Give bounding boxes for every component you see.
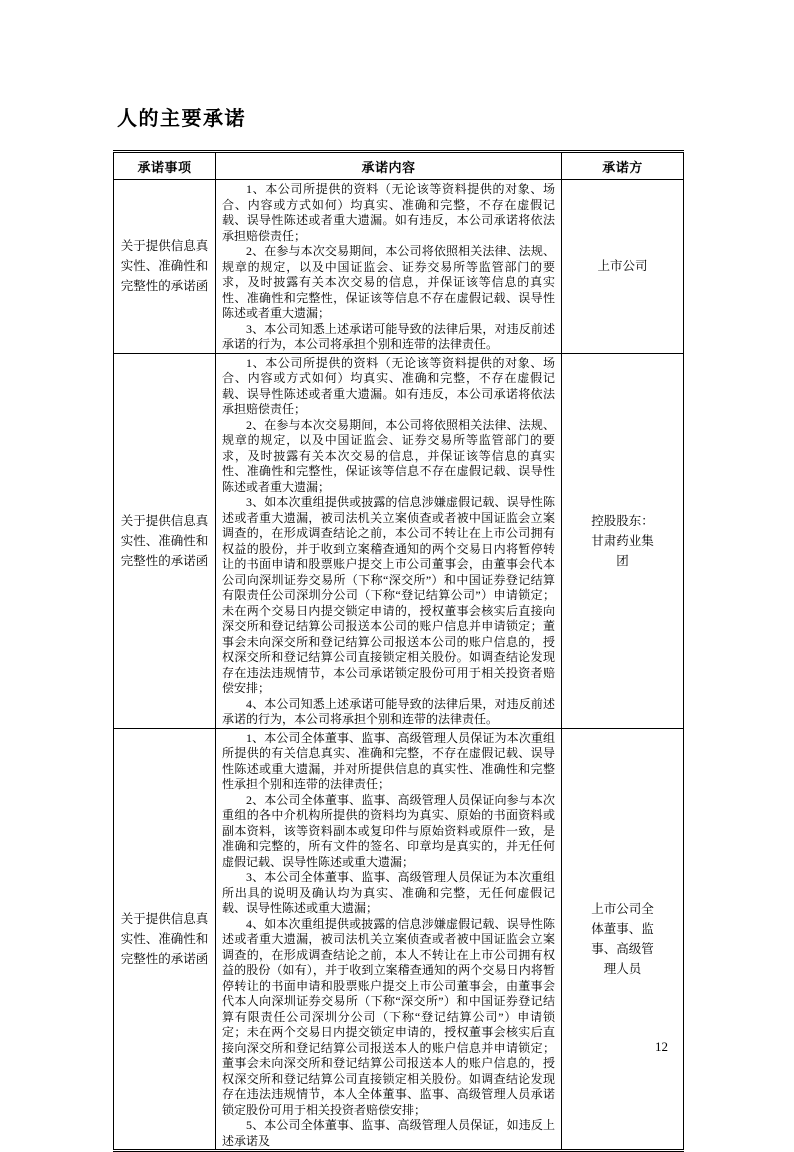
content-paragraph: 1、本公司所提供的资料（无论该等资料提供的对象、场合、内容或方式如何）均真实、准确和完整，不存在虚假记载、误导性陈述或者重大遗漏。如有违反，本公司承诺将依法承担赔偿责任； — [222, 355, 555, 416]
content-paragraph: 5、本公司全体董事、监事、高级管理人员保证，如违反上述承诺及 — [222, 1118, 555, 1148]
content-paragraph: 3、如本次重组提供或披露的信息涉嫌虚假记载、误导性陈述或者重大遗漏，被司法机关立案侦查或者被中国证监会立案调查的，在形成调查结论之前，本公司不转让在上市公司拥有权益的股份，并于收到立案稽查通知的两个交易日内将暂停转让的书面申请和股票账户提交上市公司董事会，由董事会代本公司向深圳证券交易所（下称“深交所”）和中国证券登记结算有限责任公司深圳分公司（下称“登记结算公司”）申请锁定；未在两个交易日内提交锁定申请的，授权董事会核实后直接向深交所和登记结算公司报送本公司的账户信息并申请锁定；董事会未向深交所和登记结算公司报送本公司的账户信息的，授权深交所和登记结算公司直接锁定相关股份。如调查结论发现存在违法违规情节，本公司承诺锁定股份可用于相关投资者赔偿安排； — [222, 495, 555, 695]
header-commitment-content: 承诺内容 — [216, 152, 562, 180]
commitment-party-label: 上市公司全体董事、监事、高级管理人员 — [562, 728, 684, 1151]
commitment-item-label: 关于提供信息真实性、准确性和完整性的承诺函 — [114, 353, 216, 728]
table-row — [114, 180, 684, 354]
commitment-item-label: 关于提供信息真实性、准确性和完整性的承诺函 — [114, 180, 216, 354]
content-paragraph: 3、本公司知悉上述承诺可能导致的法律后果，对违反前述承诺的行为，本公司将承担个别和连带的法律责任。 — [222, 321, 555, 351]
commitment-content-cell — [216, 180, 562, 354]
page-title: 人的主要承诺 — [117, 108, 246, 130]
content-paragraph: 2、在参与本次交易期间，本公司将依照相关法律、法规、规章的规定，以及中国证监会、证券交易所等监管部门的要求，及时披露有关本次交易的信息，并保证该等信息的真实性、准确性和完整性，保证该等信息不存在虚假记载、误导性陈述或者重大遗漏； — [222, 244, 555, 320]
table-header-row — [114, 152, 684, 180]
content-paragraph: 1、本公司所提供的资料（无论该等资料提供的对象、场合、内容或方式如何）均真实、准确和完整，不存在虚假记载、误导性陈述或者重大遗漏。如有违反，本公司承诺将依法承担赔偿责任； — [222, 182, 555, 243]
commitment-item-label: 关于提供信息真实性、准确性和完整性的承诺函 — [114, 728, 216, 1151]
content-paragraph: 2、在参与本次交易期间，本公司将依照相关法律、法规、规章的规定，以及中国证监会、证券交易所等监管部门的要求，及时披露有关本次交易的信息，并保证该等信息的真实性、准确性和完整性，保证该等信息不存在虚假记载、误导性陈述或者重大遗漏； — [222, 417, 555, 494]
commitment-content-cell — [216, 728, 562, 1151]
table-row — [114, 728, 684, 1151]
content-paragraph: 2、本公司全体董事、监事、高级管理人员保证向参与本次重组的各中介机构所提供的资料均为真实、原始的书面资料或副本资料，该等资料副本或复印件与原始资料或原件一致，是准确和完整的，所有文件的签名、印章均是真实的，并无任何虚假记载、误导性陈述或重大遗漏； — [222, 792, 555, 869]
commitment-party-label: 控股股东：甘肃药业集团 — [562, 353, 684, 728]
content-paragraph: 4、本公司知悉上述承诺可能导致的法律后果，对违反前述承诺的行为，本公司将承担个别和连带的法律责任。 — [222, 696, 555, 726]
commitment-content-cell — [216, 353, 562, 728]
content-paragraph: 3、本公司全体董事、监事、高级管理人员保证为本次重组所出具的说明及确认均为真实、准确和完整，无任何虚假记载、误导性陈述或重大遗漏； — [222, 870, 555, 915]
table-row — [114, 353, 684, 728]
commitment-party-label: 上市公司 — [562, 180, 684, 354]
header-commitment-party: 承诺方 — [562, 152, 684, 180]
page-number: 12 — [655, 1039, 668, 1054]
content-paragraph: 4、如本次重组提供或披露的信息涉嫌虚假记载、误导性陈述或者重大遗漏，被司法机关立案侦查或者被中国证监会立案调查的，在形成调查结论之前，本人不转让在上市公司拥有权益的股份（如有），并于收到立案稽查通知的两个交易日内将暂停转让的书面申请和股票账户提交上市公司董事会，由董事会代本人向深圳证券交易所（下称“深交所”）和中国证券登记结算有限责任公司深圳分公司（下称“登记结算公司”）申请锁定；未在两个交易日内提交锁定申请的，授权董事会核实后直接向深交所和登记结算公司报送本人的账户信息并申请锁定；董事会未向深交所和登记结算公司报送本人的账户信息的，授权深交所和登记结算公司直接锁定相关股份。如调查结论发现存在违法违规情节，本人全体董事、监事、高级管理人员承诺锁定股份可用于相关投资者赔偿安排； — [222, 916, 555, 1117]
content-paragraph: 1、本公司全体董事、监事、高级管理人员保证为本次重组所提供的有关信息真实、准确和完整，不存在虚假记载、误导性陈述或重大遗漏，并对所提供信息的真实性、准确性和完整性承担个别和连带的法律责任； — [222, 730, 555, 791]
commitments-table — [113, 150, 684, 1152]
header-commitment-item: 承诺事项 — [114, 152, 216, 180]
